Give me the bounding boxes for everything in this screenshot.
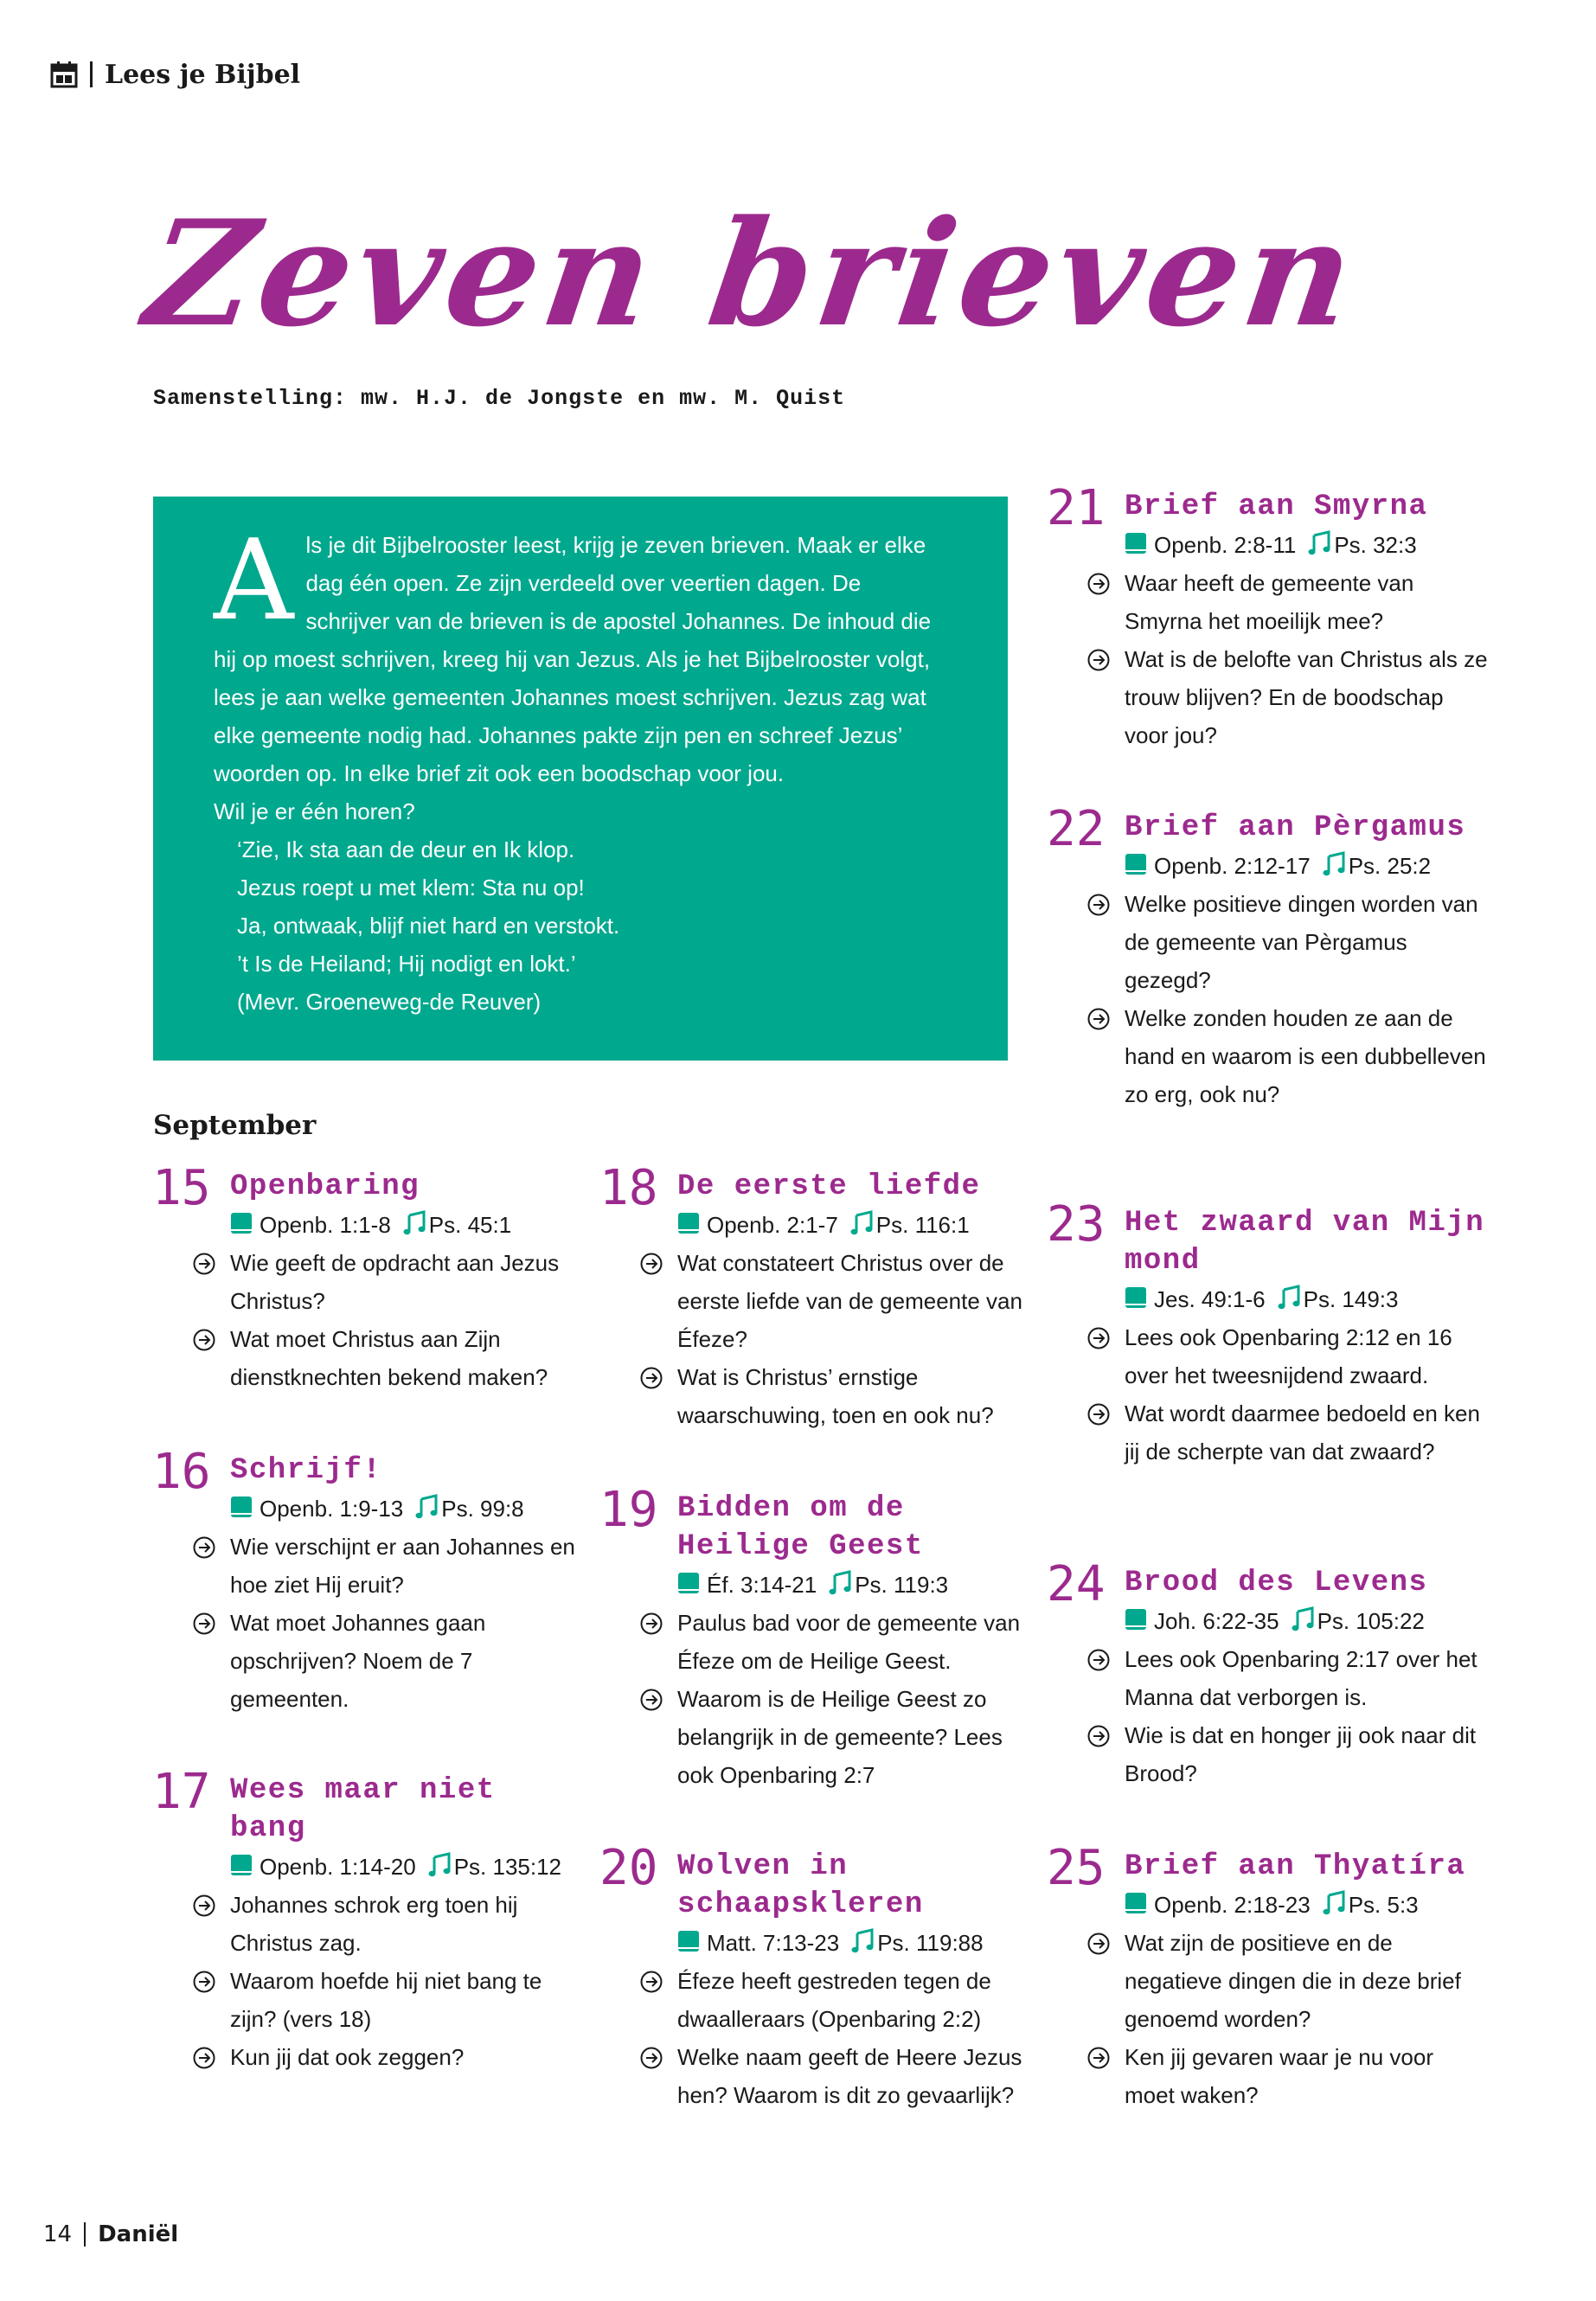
question [1125, 1394, 1488, 1471]
question [230, 1244, 576, 1320]
day-title: Openbaring [230, 1170, 420, 1203]
bible-icon [1125, 1286, 1147, 1309]
question-text: Lees ook Openbaring 2:17 over het Manna dat verborgen is. [1125, 1646, 1477, 1710]
question-text: Wat is Christus’ ernstige waarschuwing, toen en ook nu? [677, 1364, 994, 1428]
music-note-icon [403, 1210, 426, 1236]
poem-line: Ja, ontwaak, blijf niet hard en verstokt. [237, 913, 620, 939]
question-text: Johannes schrok erg toen hij Christus zag. [230, 1892, 518, 1956]
question-text: Wat moet Johannes gaan opschrijven? Noem de 7 gemeenten. [230, 1610, 486, 1712]
bible-icon [230, 1854, 253, 1876]
intro-question: Wil je er één horen? [214, 798, 415, 824]
question-text: Welke zonden houden ze aan de hand en waarom is een dubbelleven zo erg, ook nu? [1125, 1005, 1486, 1107]
arrow-circle-icon [193, 1971, 215, 1993]
question-text: Welke positieve dingen worden van de gemeente van Pèrgamus gezegd? [1125, 891, 1478, 993]
music-note-icon [428, 1852, 451, 1878]
day-number: 18 [599, 1160, 658, 1216]
day-entry [152, 1444, 576, 1718]
arrow-circle-icon [1087, 573, 1110, 595]
arrow-circle-icon [640, 2047, 663, 2069]
question-text: Wat zijn de positieve en de negatieve dingen die in deze brief genoemd worden? [1125, 1930, 1461, 2032]
reading-references [1125, 1886, 1488, 1924]
question-text: Lees ook Openbaring 2:12 en 16 over het tweesnijdend zwaard. [1125, 1324, 1452, 1388]
question-text: Paulus bad voor de gemeente van Éfeze om de Heilige Geest. [677, 1610, 1021, 1674]
arrow-circle-icon [1087, 1327, 1110, 1349]
question-text: Wat is de belofte van Christus als ze trouw blijven? En de boodschap voor jou? [1125, 646, 1488, 748]
music-note-icon [1323, 1890, 1345, 1916]
psalm-reference: Ps. 5:3 [1348, 1892, 1419, 1918]
psalm-reference: Ps. 116:1 [875, 1212, 970, 1238]
question [230, 1604, 576, 1718]
arrow-circle-icon [193, 1329, 215, 1351]
music-note-icon [851, 1928, 874, 1954]
day-number: 24 [1047, 1556, 1106, 1612]
day-entry [599, 1840, 1023, 2114]
question-text: Wat wordt daarmee bedoeld en ken jij de scherpte van dat zwaard? [1125, 1400, 1480, 1465]
day-entry [1047, 801, 1488, 1113]
poem-line: ’t Is de Heiland; Hij nodigt en lokt.’ [237, 951, 576, 977]
music-note-icon [829, 1570, 851, 1596]
arrow-circle-icon [1087, 2047, 1110, 2069]
day-title: Schrijf! [230, 1454, 382, 1487]
question-text: Waarom is de Heilige Geest zo belangrijk in de gemeente? Lees ook Openbaring 2:7 [677, 1686, 1003, 1788]
music-note-icon [1323, 851, 1345, 877]
question [1125, 1716, 1488, 1792]
day-number: 25 [1047, 1840, 1106, 1896]
music-note-icon [1292, 1606, 1314, 1632]
question-text: Waar heeft de gemeente van Smyrna het moeilijk mee? [1125, 570, 1414, 634]
bible-reference: Openb. 2:12-17 [1154, 853, 1311, 879]
music-note-icon [1278, 1285, 1300, 1311]
poem-attribution: (Mevr. Groeneweg-de Reuver) [237, 989, 542, 1015]
arrow-circle-icon [193, 1894, 215, 1917]
question [230, 2038, 576, 2076]
question [230, 1320, 576, 1396]
arrow-circle-icon [1087, 1403, 1110, 1426]
arrow-circle-icon [640, 1689, 663, 1711]
arrow-circle-icon [1087, 1725, 1110, 1747]
arrow-circle-icon [640, 1367, 663, 1389]
question-text: Wie is dat en honger jij ook naar dit Brood? [1125, 1722, 1477, 1786]
arrow-circle-icon [640, 1612, 663, 1635]
reading-references [230, 1206, 576, 1244]
arrow-circle-icon [640, 1253, 663, 1275]
day-entry [152, 1160, 576, 1396]
page-title: Zeven brieven [137, 188, 1368, 359]
arrow-circle-icon [193, 1253, 215, 1275]
day-number: 20 [599, 1840, 658, 1896]
poem-line: Jezus roept u met klem: Sta nu op! [237, 875, 585, 901]
question [230, 1962, 576, 2038]
music-note-icon [415, 1494, 438, 1520]
header-divider [90, 61, 93, 87]
question [677, 1962, 1023, 2038]
question [677, 1358, 1023, 1434]
day-number: 17 [152, 1764, 211, 1820]
bible-reference: Éf. 3:14-21 [707, 1572, 817, 1598]
byline: Samenstelling: mw. H.J. de Jongste en mw. M. Quist [153, 386, 846, 411]
psalm-reference: Ps. 25:2 [1348, 853, 1432, 879]
month-heading: September [153, 1110, 317, 1141]
question-text: Wat constateert Christus over de eerste liefde van de gemeente van Éfeze? [677, 1250, 1022, 1352]
reading-references [1125, 526, 1488, 564]
arrow-circle-icon [1087, 1932, 1110, 1955]
bible-icon [230, 1212, 253, 1234]
poem-line: ‘Zie, Ik sta aan de deur en Ik klop. [237, 836, 575, 862]
day-title: Brief aan Thyatíra [1125, 1850, 1466, 1883]
arrow-circle-icon [1087, 1008, 1110, 1030]
bible-icon [677, 1572, 700, 1594]
bible-icon [677, 1212, 700, 1234]
day-title: Brief aan Smyrna [1125, 490, 1428, 523]
calendar-icon [50, 61, 78, 88]
day-title: De eerste liefde [677, 1170, 981, 1203]
question [677, 1244, 1023, 1358]
day-title: Bidden om de Heilige Geest [677, 1492, 924, 1563]
reading-references [1125, 1280, 1488, 1318]
arrow-circle-icon [1087, 894, 1110, 916]
poem [214, 830, 947, 1021]
arrow-circle-icon [640, 1971, 663, 1993]
intro-paragraph: ls je dit Bijbelrooster leest, krijg je zeven brieven. Maak er elke dag één open. Ze zijn verdeeld over veertien dagen. De schrijver van de brieven is de apostel Johannes. De inhoud die hij op moest schrijven, kreeg hij van Jezus. Als je het Bijbelrooster volgt, lees je aan welke gemeenten Johannes moest schrijven. Jezus zag wat elke gemeente nodig had. Johannes pakte zijn pen en schreef Jezus’ woorden op. In elke brief zit ook een boodschap voor jou. [214, 532, 932, 786]
question-text: Kun jij dat ook zeggen? [230, 2044, 465, 2070]
music-note-icon [850, 1210, 873, 1236]
bible-reference: Openb. 1:9-13 [260, 1496, 404, 1522]
music-note-icon [1308, 530, 1330, 556]
question-text: Wat moet Christus aan Zijn dienstknechten bekend maken? [230, 1326, 548, 1390]
day-title: Wolven in schaapskleren [677, 1850, 924, 1921]
day-entry [1047, 480, 1488, 754]
day-entry [1047, 1556, 1488, 1792]
day-entry [152, 1764, 576, 2076]
question [230, 1528, 576, 1604]
psalm-reference: Ps. 119:88 [877, 1930, 984, 1956]
psalm-reference: Ps. 149:3 [1303, 1286, 1399, 1312]
day-entry [599, 1482, 1023, 1794]
section-label: Lees je Bijbel [105, 59, 301, 90]
question [1125, 2038, 1488, 2114]
question [1125, 1318, 1488, 1394]
bible-reference: Openb. 2:8-11 [1154, 532, 1297, 558]
day-number: 21 [1047, 480, 1106, 536]
day-number: 22 [1047, 801, 1106, 857]
psalm-reference: Ps. 105:22 [1317, 1608, 1425, 1634]
reading-references [230, 1848, 576, 1886]
question-text: Wie geeft de opdracht aan Jezus Christus? [230, 1250, 560, 1314]
question [1125, 999, 1488, 1113]
question [1125, 885, 1488, 999]
bible-icon [1125, 1892, 1147, 1914]
page-number: 14 [43, 2221, 73, 2247]
psalm-reference: Ps. 99:8 [441, 1496, 524, 1522]
reading-references [1125, 847, 1488, 885]
intro-box [153, 497, 1008, 1061]
bible-reference: Openb. 1:14-20 [260, 1854, 416, 1880]
reading-references [677, 1924, 1023, 1962]
magazine-name: Daniël [98, 2221, 179, 2247]
bible-icon [1125, 1608, 1147, 1631]
day-number: 19 [599, 1482, 658, 1538]
question [1125, 564, 1488, 640]
reading-references [677, 1206, 1023, 1244]
question [677, 1680, 1023, 1794]
bible-icon [1125, 532, 1147, 554]
question-text: Waarom hoefde hij niet bang te zijn? (vers 18) [230, 1968, 542, 2032]
arrow-circle-icon [1087, 649, 1110, 671]
bible-reference: Openb. 2:18-23 [1154, 1892, 1311, 1918]
psalm-reference: Ps. 135:12 [453, 1854, 562, 1880]
bible-reference: Openb. 1:1-8 [260, 1212, 391, 1238]
page-footer [43, 2221, 178, 2247]
psalm-reference: Ps. 32:3 [1334, 532, 1417, 558]
question [1125, 1640, 1488, 1716]
bible-icon [1125, 853, 1147, 875]
reading-references [677, 1566, 1023, 1604]
question [677, 1604, 1023, 1680]
question [677, 2038, 1023, 2114]
day-number: 16 [152, 1444, 211, 1500]
question-text: Éfeze heeft gestreden tegen de dwaalleraars (Openbaring 2:2) [677, 1968, 991, 2032]
day-entry [1047, 1196, 1488, 1471]
psalm-reference: Ps. 119:3 [855, 1572, 949, 1598]
reading-references [230, 1490, 576, 1528]
day-entry [599, 1160, 1023, 1434]
day-title: Wees maar niet bang [230, 1774, 496, 1845]
drop-cap: A [214, 516, 294, 645]
question-text: Welke naam geeft de Heere Jezus hen? Waarom is dit zo gevaarlijk? [677, 2044, 1022, 2108]
arrow-circle-icon [193, 2047, 215, 2069]
question [230, 1886, 576, 1962]
arrow-circle-icon [193, 1612, 215, 1635]
day-title: Het zwaard van Mijn mond [1125, 1207, 1485, 1278]
bible-reference: Openb. 2:1-7 [707, 1212, 838, 1238]
question-text: Ken jij gevaren waar je nu voor moet waken? [1125, 2044, 1433, 2108]
arrow-circle-icon [1087, 1649, 1110, 1671]
arrow-circle-icon [193, 1536, 215, 1559]
bible-icon [677, 1930, 700, 1952]
bible-reference: Joh. 6:22-35 [1154, 1608, 1279, 1634]
psalm-reference: Ps. 45:1 [428, 1212, 512, 1238]
footer-divider [84, 2222, 86, 2247]
bible-reference: Matt. 7:13-23 [707, 1930, 840, 1956]
question-text: Wie verschijnt er aan Johannes en hoe ziet Hij eruit? [230, 1534, 575, 1598]
day-number: 15 [152, 1160, 211, 1216]
day-title: Brief aan Pèrgamus [1125, 811, 1466, 844]
day-number: 23 [1047, 1196, 1106, 1253]
page-header [50, 57, 300, 92]
bible-reference: Jes. 49:1-6 [1154, 1286, 1266, 1312]
reading-references [1125, 1602, 1488, 1640]
bible-icon [230, 1496, 253, 1518]
question [1125, 1924, 1488, 2038]
question [1125, 640, 1488, 754]
day-entry [1047, 1840, 1488, 2114]
day-title: Brood des Levens [1125, 1567, 1428, 1599]
